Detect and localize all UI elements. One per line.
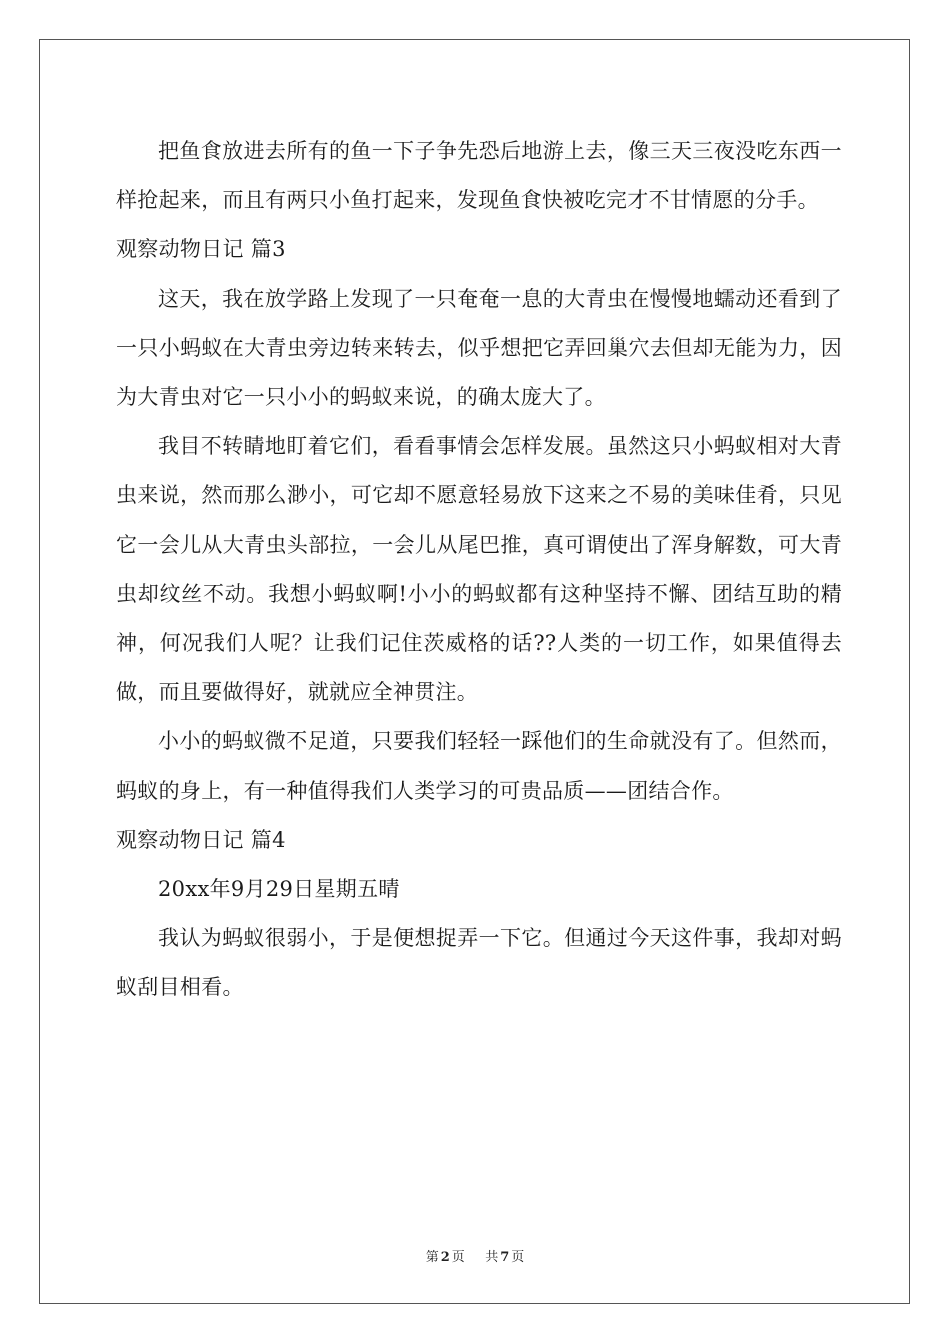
paragraph-caterpillar: 这天，我在放学路上发现了一只奄奄一息的大青虫在慢慢地蠕动还看到了一只小蚂蚁在大青虫旁边转来转去，似乎想把它弄回巢穴去但却无能为力，因为大青虫对它一只小小的蚂蚁来说，的确太庞大了。 xyxy=(116,286,842,410)
diary-date: 20xx年9月29日星期五晴 xyxy=(158,877,400,902)
section-heading-4: 观察动物日记 篇4 xyxy=(116,827,286,852)
paragraph-ant-teamwork: 小小的蚂蚁微不足道，只要我们轻轻一踩他们的生命就没有了。但然而，蚂蚁的身上，有一种值得我们人类学习的可贵品质——团结合作。 xyxy=(116,729,842,803)
page-total: 共 7 页 xyxy=(485,1250,525,1265)
page-number: 第 2 页 xyxy=(425,1250,465,1265)
section-heading-3: 观察动物日记 篇3 xyxy=(116,237,286,262)
paragraph-ant-effort: 我目不转睛地盯着它们，看看事情会怎样发展。虽然这只小蚂蚁相对大青虫来说，然而那么渺小，可它却不愿意轻易放下这来之不易的美味佳肴，只见它一会儿从大青虫头部拉，一会儿从尾巴推，真可谓使出了浑身解数，可大青虫却纹丝不动。我想小蚂蚁啊!小小的蚂蚁都有这种坚持不懈、团结互助的精神，何况我们人呢？让我们记住茨威格的话??人类的一切工作，如果值得去做，而且要做得好，就就应全神贯注。 xyxy=(116,434,842,705)
page-footer xyxy=(0,1246,950,1265)
paragraph-ant-opinion: 我认为蚂蚁很弱小，于是便想捉弄一下它。但通过今天这件事，我却对蚂蚁刮目相看。 xyxy=(116,926,842,1000)
paragraph-fish-feeding: 把鱼食放进去所有的鱼一下子争先恐后地游上去，像三天三夜没吃东西一样抢起来，而且有两只小鱼打起来，发现鱼食快被吃完才不甘情愿的分手。 xyxy=(116,139,842,213)
document-body xyxy=(116,127,842,1013)
